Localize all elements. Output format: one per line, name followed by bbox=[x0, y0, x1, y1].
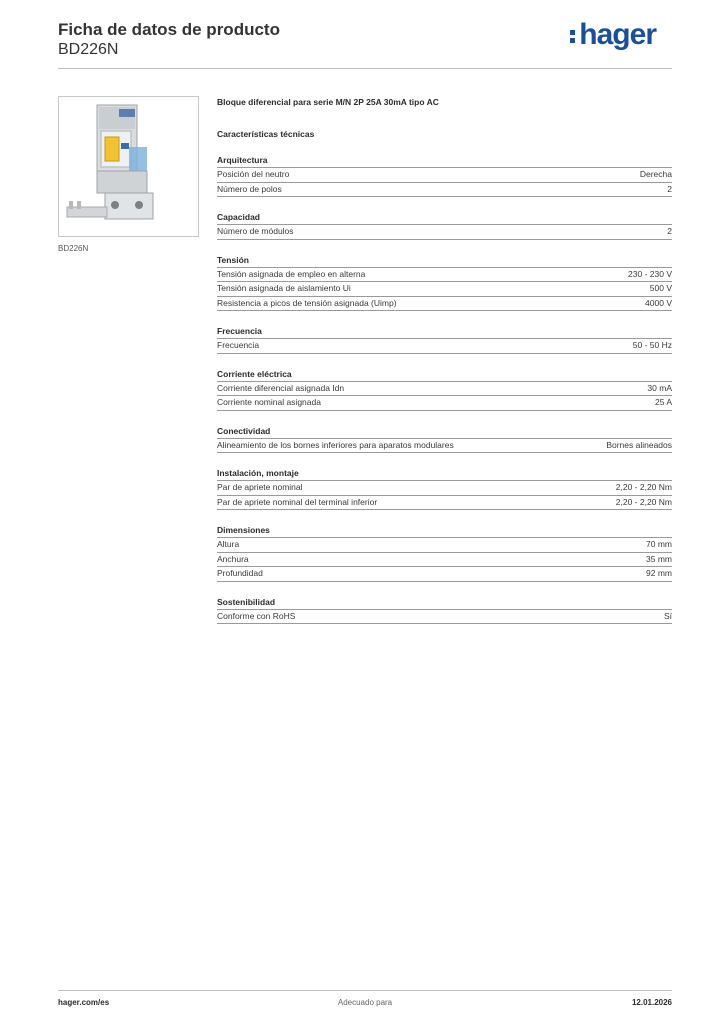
spec-label: Resistencia a picos de tensión asignada (Uimp) bbox=[217, 297, 397, 308]
spec-value: Derecha bbox=[639, 169, 672, 179]
spec-value: 4000 V bbox=[645, 297, 672, 308]
spec-label: Anchura bbox=[217, 553, 249, 564]
spec-value: 30 mA bbox=[647, 382, 672, 393]
spec-row bbox=[217, 339, 672, 354]
product-reference: BD226N bbox=[58, 41, 119, 58]
spec-section bbox=[217, 154, 672, 197]
spec-row bbox=[217, 382, 672, 397]
spec-label: Alineamiento de los bornes inferiores para aparatos modulares bbox=[217, 439, 454, 450]
residual-current-block-icon bbox=[59, 97, 198, 236]
section-title: Instalación, montaje bbox=[217, 467, 672, 481]
spec-row bbox=[217, 439, 672, 454]
spec-section bbox=[217, 211, 672, 240]
section-title: Frecuencia bbox=[217, 325, 672, 339]
image-caption: BD226N bbox=[58, 244, 89, 253]
spec-section bbox=[217, 368, 672, 411]
section-title: Dimensiones bbox=[217, 524, 672, 538]
page-title: Ficha de datos de producto bbox=[58, 20, 280, 39]
spec-row bbox=[217, 567, 672, 582]
spec-label: Corriente diferencial asignada Idn bbox=[217, 382, 345, 393]
spec-value: 2 bbox=[667, 183, 672, 194]
spec-value: 2,20 - 2,20 Nm bbox=[615, 496, 672, 507]
spec-value: 92 mm bbox=[646, 568, 672, 578]
spec-label: Frecuencia bbox=[217, 340, 260, 350]
footer-date: 12.01.2026 bbox=[631, 998, 672, 1007]
footer-website: hager.com/es bbox=[58, 998, 110, 1007]
spec-row bbox=[217, 396, 672, 411]
spec-row bbox=[217, 553, 672, 568]
spec-value: 35 mm bbox=[646, 553, 672, 564]
spec-label: Tensión asignada de empleo en alterna bbox=[217, 268, 366, 279]
spec-row bbox=[217, 183, 672, 198]
spec-label: Número de módulos bbox=[217, 226, 294, 236]
spec-value: 2 bbox=[667, 226, 672, 236]
section-title: Conectividad bbox=[217, 425, 672, 439]
header-divider bbox=[58, 68, 672, 69]
section-title: Corriente eléctrica bbox=[217, 368, 672, 382]
product-image bbox=[58, 96, 199, 237]
specs-heading: Características técnicas bbox=[217, 129, 315, 139]
page-header bbox=[58, 20, 672, 70]
spec-row bbox=[217, 225, 672, 240]
spec-section bbox=[217, 596, 672, 625]
spec-label: Posición del neutro bbox=[217, 169, 290, 179]
spec-row bbox=[217, 268, 672, 283]
spec-sections bbox=[217, 154, 672, 624]
section-title: Capacidad bbox=[217, 211, 672, 225]
spec-section bbox=[217, 325, 672, 354]
section-title: Sostenibilidad bbox=[217, 596, 672, 610]
spec-value: 25 A bbox=[654, 397, 672, 407]
spec-label: Profundidad bbox=[217, 568, 263, 578]
spec-value: 2,20 - 2,20 Nm bbox=[615, 482, 672, 492]
spec-section bbox=[217, 524, 672, 582]
spec-label: Corriente nominal asignada bbox=[217, 397, 321, 407]
footer-center-text: Adecuado para bbox=[337, 998, 393, 1007]
spec-value: Bornes alineados bbox=[606, 439, 672, 450]
spec-row bbox=[217, 481, 672, 496]
spec-section bbox=[217, 254, 672, 312]
spec-label: Tensión asignada de aislamiento Ui bbox=[217, 283, 351, 293]
footer-divider bbox=[58, 990, 672, 991]
spec-label: Par de apriete nominal bbox=[217, 482, 303, 492]
datasheet-content bbox=[217, 96, 672, 638]
spec-value: 70 mm bbox=[646, 539, 672, 549]
section-title: Tensión bbox=[217, 254, 672, 268]
spec-row bbox=[217, 168, 672, 183]
spec-label: Altura bbox=[217, 539, 240, 549]
spec-value: 230 - 230 V bbox=[628, 268, 672, 279]
spec-label: Número de polos bbox=[217, 183, 282, 194]
hager-logo bbox=[570, 18, 656, 52]
logo-dots-icon bbox=[570, 27, 576, 46]
spec-section bbox=[217, 467, 672, 510]
spec-row bbox=[217, 610, 672, 625]
section-title: Arquitectura bbox=[217, 154, 672, 168]
logo-text: hager bbox=[579, 18, 656, 51]
spec-value: 50 - 50 Hz bbox=[632, 340, 672, 350]
spec-row bbox=[217, 496, 672, 511]
spec-section bbox=[217, 425, 672, 454]
spec-label: Conforme con RoHS bbox=[217, 610, 296, 621]
spec-value: 500 V bbox=[649, 283, 672, 293]
spec-value: Sí bbox=[663, 610, 672, 621]
spec-row bbox=[217, 282, 672, 297]
spec-row bbox=[217, 538, 672, 553]
spec-label: Par de apriete nominal del terminal inferior bbox=[217, 496, 378, 507]
spec-row bbox=[217, 297, 672, 312]
product-description: Bloque diferencial para serie M/N 2P 25A 30mA tipo AC bbox=[217, 97, 439, 107]
